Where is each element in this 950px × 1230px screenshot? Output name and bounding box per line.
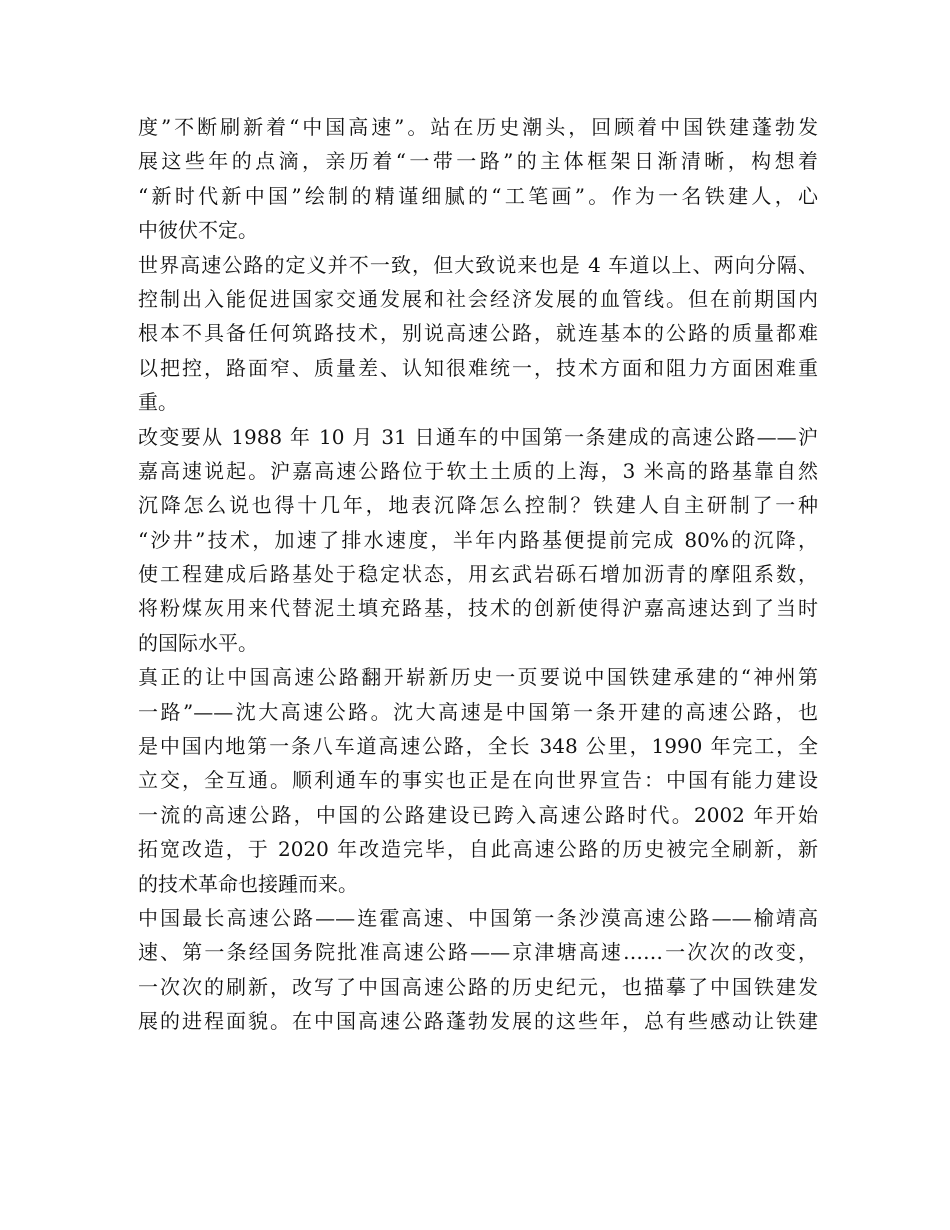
text-line: 中彼伏不定。 xyxy=(138,218,258,243)
text-line: 改变要从 1988 年 10 月 31 日通车的中国第一条建成的高速公路——沪 xyxy=(138,424,818,449)
text-line: 将粉煤灰用来代替泥土填充路基，技术的创新使得沪嘉高速达到了当时 xyxy=(138,596,818,621)
text-line: 展这些年的点滴，亲历着“一带一路”的主体框架日渐清晰，构想着 xyxy=(138,149,818,174)
paragraph xyxy=(138,901,818,1039)
text-line: 立交，全互通。顺利通车的事实也正是在向世界宣告：中国有能力建设 xyxy=(138,768,818,793)
text-line: 以把控，路面窄、质量差、认知很难统一，技术方面和阻力方面困难重 xyxy=(138,355,818,380)
text-line: 的国际水平。 xyxy=(138,630,258,655)
text-line: 拓宽改造，于 2020 年改造完毕，自此高速公路的历史被完全刷新，新 xyxy=(138,837,818,862)
text-line: 一流的高速公路，中国的公路建设已跨入高速公路时代。2002 年开始 xyxy=(138,802,818,827)
text-line: 的技术革命也接踵而来。 xyxy=(138,871,358,896)
document-body xyxy=(138,110,818,1039)
paragraph xyxy=(138,248,818,420)
text-line: 使工程建成后路基处于稳定状态，用玄武岩砾石增加沥青的摩阻系数， xyxy=(138,562,818,587)
paragraph xyxy=(138,660,818,901)
text-line: 沉降怎么说也得十几年，地表沉降怎么控制？铁建人自主研制了一种 xyxy=(138,493,818,518)
text-line: 控制出入能促进国家交通发展和社会经济发展的血管线。但在前期国内 xyxy=(138,286,818,311)
text-line: 根本不具备任何筑路技术，别说高速公路，就连基本的公路的质量都难 xyxy=(138,321,818,346)
text-line: 真正的让中国高速公路翻开崭新历史一页要说中国铁建承建的“神州第 xyxy=(138,665,818,690)
text-line: 度”不断刷新着“中国高速”。站在历史潮头，回顾着中国铁建蓬勃发 xyxy=(138,115,818,139)
text-line: 世界高速公路的定义并不一致，但大致说来也是 4 车道以上、两向分隔、 xyxy=(138,252,818,277)
text-line: “新时代新中国”绘制的精谨细腻的“工笔画”。作为一名铁建人，心 xyxy=(138,183,818,208)
text-line: 一路”——沈大高速公路。沈大高速是中国第一条开建的高速公路，也 xyxy=(138,699,818,724)
text-line: 一次次的刷新，改写了中国高速公路的历史纪元，也描摹了中国铁建发 xyxy=(138,974,818,999)
text-line: 是中国内地第一条八车道高速公路，全长 348 公里，1990 年完工，全 xyxy=(138,734,818,759)
text-line: 展的进程面貌。在中国高速公路蓬勃发展的这些年，总有些感动让铁建 xyxy=(138,1009,818,1034)
paragraph xyxy=(138,110,818,248)
text-line: “沙井”技术，加速了排水速度，半年内路基便提前完成 80%的沉降， xyxy=(138,527,818,552)
text-line: 嘉高速说起。沪嘉高速公路位于软土土质的上海，3 米高的路基靠自然 xyxy=(138,458,818,483)
text-line: 中国最长高速公路——连霍高速、中国第一条沙漠高速公路——榆靖高 xyxy=(138,905,818,930)
paragraph xyxy=(138,420,818,661)
text-line: 重。 xyxy=(138,390,178,415)
text-line: 速、第一条经国务院批准高速公路——京津塘高速……一次次的改变， xyxy=(138,940,818,965)
